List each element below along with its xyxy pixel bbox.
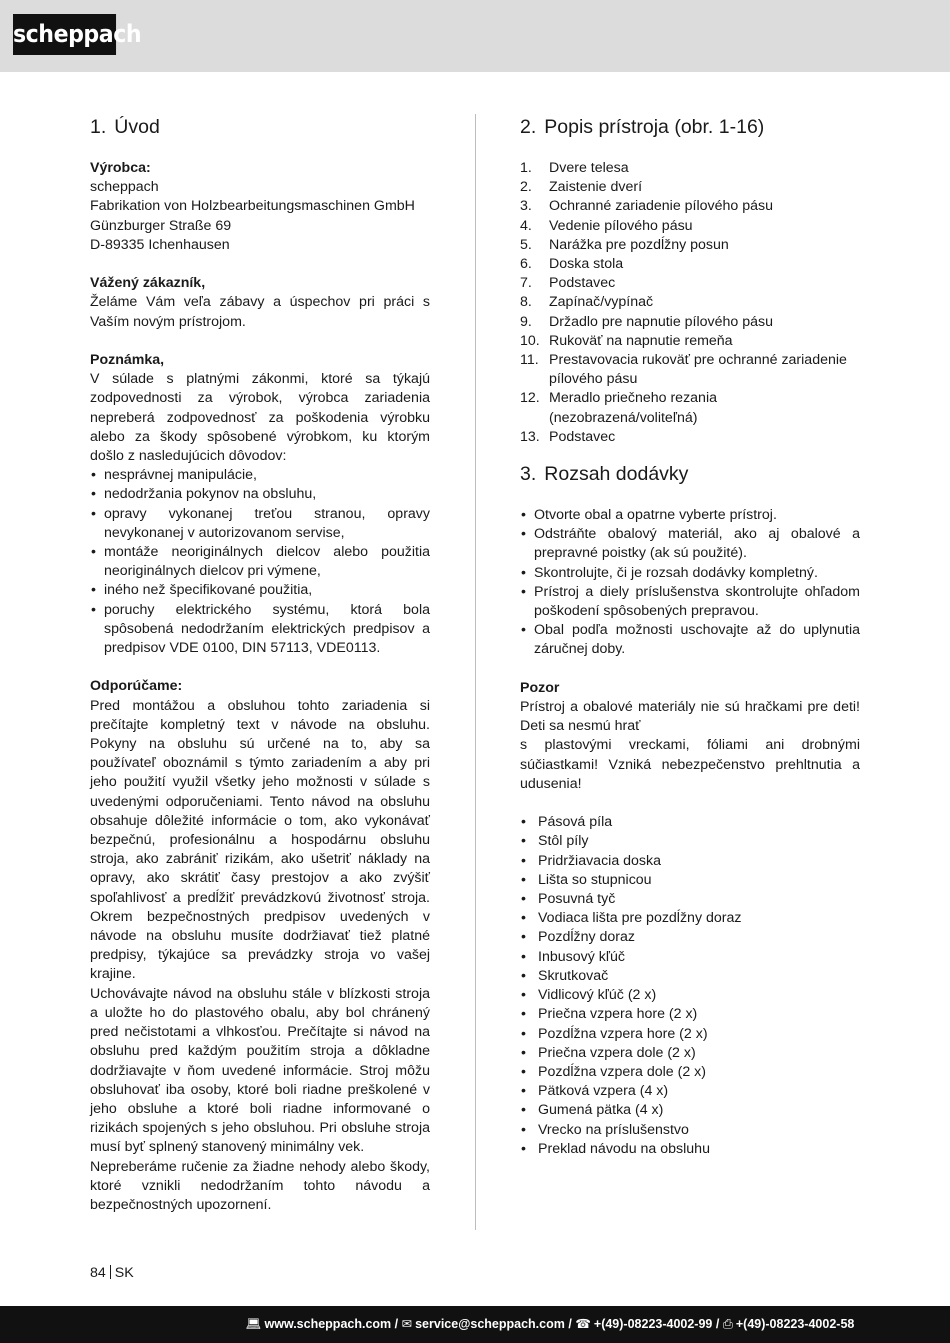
parts-list — [520, 159, 860, 447]
contact-footer — [0, 1306, 950, 1343]
list-item: • Skrutkovač — [520, 967, 860, 986]
item-text: Podstavec — [549, 428, 616, 445]
right-column — [520, 114, 860, 1159]
list-item: • Obal podľa možnosti uschovajte až do uplynutia záručnej doby. — [520, 621, 860, 659]
item-text: Dvere telesa — [549, 160, 629, 176]
list-item — [520, 159, 860, 178]
scope-list — [520, 506, 860, 660]
list-item: • Pozdĺžna vzpera dole (2 x) — [520, 1063, 860, 1082]
phone-number: +(49)-08223-4002-99 — [593, 1317, 713, 1331]
caution-label: Pozor — [520, 679, 560, 696]
item-number: 4. — [520, 217, 532, 234]
list-item — [520, 332, 860, 351]
language-code: SK — [114, 1265, 134, 1281]
list-item: • Posuvná tyč — [520, 890, 860, 909]
item-number: 5. — [520, 236, 532, 253]
list-item — [520, 255, 860, 274]
list-item: • iného než špecifikované použitia, — [90, 581, 430, 600]
item-text: Meradlo priečneho rezania (nezobrazená/voliteľná) — [549, 390, 717, 426]
footer-separator: / — [715, 1317, 720, 1331]
list-item: • nedodržania pokynov na obsluhu, — [90, 485, 430, 504]
computer-icon: 💻︎ — [245, 1317, 262, 1331]
section-title-text: Rozsah dodávky — [544, 463, 689, 486]
list-item: • Otvorte obal a opatrne vyberte prístroj. — [520, 506, 860, 525]
recommend-paragraph: Nepreberáme ručenie za žiadne nehody alebo škody, ktoré vznikli nedodržaním tohto návodu a bezpečnostných upozornení. — [90, 1158, 430, 1213]
page-number — [90, 1264, 134, 1283]
list-item: • nesprávnej manipulácie, — [90, 466, 430, 485]
section-number: 1. — [90, 116, 107, 138]
footer-separator: / — [568, 1317, 572, 1331]
footer-separator: / — [394, 1317, 399, 1331]
column-divider — [475, 114, 476, 1230]
item-text: Zapínač/vypínač — [549, 294, 654, 311]
item-text: Narážka pre pozdĺžny posun — [549, 236, 729, 253]
list-item — [520, 389, 860, 427]
item-text: Vedenie pílového pásu — [549, 217, 693, 234]
item-number: 3. — [520, 198, 532, 215]
list-item — [520, 313, 860, 332]
item-number: 7. — [520, 275, 532, 292]
list-item: • Pásová píla — [520, 813, 860, 832]
list-item: • Odstráňte obalový materiál, ako aj obalové a prepravné poistky (ak sú použité). — [520, 525, 860, 563]
fax-icon: ⎙ — [722, 1317, 733, 1331]
item-text: Držadlo pre napnutie pílového pásu — [549, 313, 774, 330]
list-item: • montáže neoriginálnych dielcov alebo použitia neoriginálnych dielcov pri výmene, — [90, 543, 430, 581]
list-item: • Stôl píly — [520, 832, 860, 851]
customer-text: Želáme Vám veľa zábavy a úspechov pri práci s Vaším novým prístrojom. — [90, 294, 430, 330]
list-item — [520, 236, 860, 255]
scheppach-logo: scheppach — [13, 14, 116, 55]
list-item — [520, 428, 860, 447]
list-item — [520, 293, 860, 312]
customer-label: Vážený zákazník, — [90, 275, 206, 292]
list-item: • Skontrolujte, či je rozsah dodávky kompletný. — [520, 564, 860, 583]
list-item: • Vrecko na príslušenstvo — [520, 1121, 860, 1140]
page-number-value: 84 — [90, 1265, 106, 1281]
note-text: V súlade s platnými zákonmi, ktoré sa týkajú zodpovednosti za výrobok, výrobca zariadenia nepreberá zodpovednosť za poškodenia výrobku alebo za škody spôsobené výrobkom, ku ktorým došlo z nasledujúcich dôvodov: — [90, 371, 430, 465]
item-number: 9. — [520, 313, 532, 330]
list-item — [520, 351, 860, 389]
left-column — [90, 114, 430, 1215]
section-title-text: Popis prístroja (obr. 1-16) — [544, 116, 765, 138]
phone-icon: ☎ — [575, 1317, 591, 1331]
list-item: • Pozdĺžna vzpera hore (2 x) — [520, 1025, 860, 1044]
list-item: • Priečna vzpera dole (2 x) — [520, 1044, 860, 1063]
list-item — [520, 217, 860, 236]
list-item: • Lišta so stupnicou — [520, 871, 860, 890]
delivery-list — [520, 813, 860, 1159]
fax-number: +(49)-08223-4002-58 — [735, 1317, 855, 1331]
section-number: 2. — [520, 116, 537, 138]
page-header — [0, 0, 950, 72]
email-link[interactable]: service@scheppach.com — [415, 1317, 565, 1331]
caution-text: Prístroj a obalové materiály nie sú hračkami pre deti! Deti sa nesmú hrať — [520, 699, 860, 735]
envelope-icon: ✉ — [401, 1317, 413, 1331]
item-number: 1. — [520, 160, 532, 176]
item-number: 8. — [520, 294, 532, 311]
section-title-scope — [520, 461, 860, 487]
manufacturer-line: D-89335 Ichenhausen — [90, 236, 230, 253]
list-item — [520, 274, 860, 293]
item-text: Doska stola — [549, 256, 624, 273]
item-number: 10. — [520, 332, 540, 349]
recommend-paragraph: Pred montážou a obsluhou tohto zariadenia si prečítajte kompletný text v návode na obsluhu. Pokyny na obsluhu sú určené na to, aby sa používateľ oboznámil s týmto zariadením a aby pri jeho použití využil všetky jeho možnosti v súlade s uvedenými odporučeniami. Tento návod na obsluhu obsahuje dôležité informácie o tom, ako vykonávať bezpečnú, profesionálnu a hospodárnu obsluhu stroja, ako zabrániť rizikám, ako ušetriť náklady na opravy, ako skrátiť časy prestojov a ako zvýšiť spoľahlivosť a predĺžiť prevádzkovú životnosť stroja. Okrem bezpečnostných predpisov uvedených v návode na obsluhu musíte dodržiavať tiež platné predpisy, týkajúce sa prevádzky stroja vo vašej krajine. — [90, 697, 430, 983]
list-item: • opravy vykonanej treťou stranou, opravy nevykonanej v autorizovanom servise, — [90, 505, 430, 543]
manufacturer-line: Fabrikation von Holzbearbeitungsmaschinen GmbH — [90, 198, 415, 215]
list-item: • Inbusový kľúč — [520, 948, 860, 967]
list-item: • Pätková vzpera (4 x) — [520, 1082, 860, 1101]
item-text: Rukoväť na napnutie remeňa — [549, 332, 733, 349]
note-label: Poznámka, — [90, 352, 165, 368]
caution-text: s plastovými vreckami, fóliami ani drobnými súčiastkami! Vzniká nebezpečenstvo prehltnutia a udusenia! — [520, 737, 860, 792]
item-text: Zaistenie dverí — [549, 179, 643, 196]
recommend-paragraph: Uchovávajte návod na obsluhu stále v blízkosti stroja a uložte ho do plastového obalu, aby bol chránený pred nečistotami a vlhkosťou. Prečítajte si návod na obsluhu pred každým použitím stroja a dôkladne dodržiavajte v ňom uvedené informácie. Stroj môžu obsluhovať iba osoby, ktoré boli riadne preškolené v jeho obsluhe a ktoré boli riadne informované o rizikách spojených s jeho obsluhou. Pri obsluhe stroja musí byť splnený stanovený minimálny vek. — [90, 985, 430, 1156]
list-item: • Prístroj a diely príslušenstva skontrolujte ohľadom poškodení spôsobených prepravou. — [520, 583, 860, 621]
list-item — [520, 197, 860, 216]
section-title-intro — [90, 114, 430, 140]
item-text: Ochranné zariadenie pílového pásu — [549, 198, 774, 215]
list-item: • Pridržiavacia doska — [520, 852, 860, 871]
website-link[interactable]: www.scheppach.com — [264, 1317, 392, 1331]
manufacturer-label: Výrobca: — [90, 160, 151, 176]
list-item: • Gumená pätka (4 x) — [520, 1101, 860, 1120]
item-number: 12. — [520, 390, 540, 407]
manufacturer-line: Günzburger Straße 69 — [90, 217, 232, 234]
list-item: • Pozdĺžny doraz — [520, 928, 860, 947]
page-number-divider — [110, 1265, 111, 1279]
list-item: • poruchy elektrického systému, ktorá bola spôsobená nedodržaním elektrických predpisov a predpisov VDE 0100, DIN 57113, VDE0113. — [90, 601, 430, 659]
list-item: • Preklad návodu na obsluhu — [520, 1140, 860, 1159]
item-number: 13. — [520, 428, 540, 445]
item-number: 11. — [520, 352, 539, 369]
list-item: • Vodiaca lišta pre pozdĺžny doraz — [520, 909, 860, 928]
list-item: • Priečna vzpera hore (2 x) — [520, 1005, 860, 1024]
list-item — [520, 178, 860, 197]
recommend-label: Odporúčame: — [90, 678, 183, 695]
section-title-description — [520, 114, 860, 140]
item-text: Podstavec — [549, 275, 616, 292]
note-list — [90, 466, 430, 658]
manufacturer-line: scheppach — [90, 179, 159, 196]
list-item: • Vidlicový kľúč (2 x) — [520, 986, 860, 1005]
section-number: 3. — [520, 463, 537, 486]
item-text: Prestavovacia rukoväť pre ochranné zariadenie pílového pásu — [549, 352, 847, 388]
section-title-text: Úvod — [114, 116, 160, 138]
item-number: 2. — [520, 179, 532, 196]
item-number: 6. — [520, 256, 532, 273]
